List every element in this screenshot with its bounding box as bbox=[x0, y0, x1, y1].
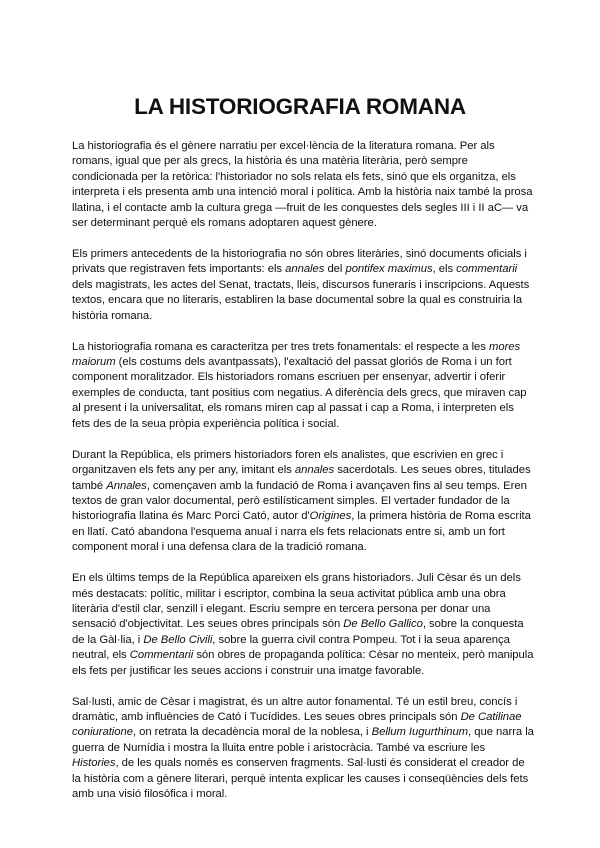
text-run: , la primera història de Roma escrita en llatí. Cató abandona l'esquema anual i narra els fets relacionats entre si, amb un fort component moral i una defensa clara de la tradició romana. bbox=[72, 510, 531, 554]
text-run: , on retrata la decadència moral de la noblesa, i bbox=[132, 726, 372, 739]
italic-term: commentarii bbox=[456, 263, 518, 276]
text-run: Durant la República, els primers historiadors foren els analistes, que escrivien en grec i organitzaven els fets any per any, imitant els bbox=[72, 448, 504, 477]
paragraph-2 bbox=[72, 247, 534, 324]
page-title: LA HISTORIOGRAFIA ROMANA bbox=[134, 94, 466, 119]
document-body bbox=[72, 139, 534, 818]
italic-term: pontifex maximus bbox=[345, 263, 433, 276]
text-run: (els costums dels avantpassats), l'exaltació del passat gloriós de Roma i un fort component moralitzador. Els historiadors romans escriuen per ensenyar, advertir i oferir exemples de conducta, tant positius com negatius. A diferència dels grecs, que miraven cap al present i la universalitat, els romans miren cap al passat i cap a Roma, i interpreten els fets des de la seua pròpia experiència política i social. bbox=[72, 356, 527, 430]
italic-term: Bellum Iugurthinum bbox=[371, 726, 469, 739]
italic-term: De Bello Civili bbox=[143, 633, 213, 646]
paragraph-3 bbox=[72, 340, 534, 432]
text-run: del bbox=[324, 263, 346, 276]
text-run: En els últims temps de la República apareixen els grans historiadors. Juli Cèsar és un dels més destacats: polític, militar i escriptor, combina la seua activitat pública amb una obra literària d'estil clar, senzill i elegant. Escriu sempre en tercera persona per donar una sensació d'objectivitat. Les seues obres principals són bbox=[72, 572, 521, 631]
italic-term: annales bbox=[285, 263, 325, 276]
italic-term: annales bbox=[294, 464, 335, 477]
text-run: La historiografia romana es caracteritza per tres trets fonamentals: el respecte a les bbox=[72, 340, 489, 353]
italic-term: Commentarii bbox=[129, 649, 194, 662]
text-run: són obres de propaganda política: Cèsar no menteix, però manipula els fets per justificar les seues accions i construir una imatge favorable. bbox=[72, 649, 534, 677]
italic-term: De Catilinae coniuratione bbox=[72, 710, 522, 739]
text-run: dels magistrats, les actes del Senat, tractats, lleis, discursos funeraris i inscripcions. Aquests textos, encara que no literaris, establiren la base documental sobre la qual es construiria la història romana. bbox=[72, 278, 530, 322]
text-run: , que narra la guerra de Numídia i mostra la lluita entre poble i aristocràcia. També va escriure les bbox=[72, 726, 534, 754]
italic-term: mores maiorum bbox=[72, 340, 521, 369]
paragraph-1 bbox=[72, 139, 534, 231]
text-run: Sal·lusti, amic de Cèsar i magistrat, és un altre autor fonamental. Té un estil breu, concís i dramàtic, amb influències de Cató i Tucídides. Les seues obres principals són bbox=[72, 695, 518, 723]
italic-term: Origines bbox=[309, 510, 352, 523]
paragraph-4 bbox=[72, 448, 534, 556]
text-run: Els primers antecedents de la historiografia no són obres literàries, sinó documents oficials i privats que registraven fets importants: els bbox=[72, 248, 527, 276]
paragraph-5 bbox=[72, 571, 534, 679]
italic-term: De Bello Gallico bbox=[343, 618, 423, 631]
text-run: , començaven amb la fundació de Roma i avançaven fins al seu temps. Eren textos de gran valor documental, però estilísticament simples. El vertader fundador de la historiografia llatina és Marc Porci Cató, autor d' bbox=[72, 479, 527, 523]
paragraph-6 bbox=[72, 695, 534, 803]
text-run: La historiografia és el gènere narratiu per excel·lència de la literatura romana. Per als romans, igual que per als grecs, la història és una matèria literària, però sempre condicionada per la retòrica: l'historiador no sols relata els fets, sinó que els organitza, els interpreta i els presenta amb una intenció moral i política. Amb la història naix també la prosa llatina, i el contacte amb la cultura grega —fruit de les conquestes dels segles III i II aC— va ser determinant perquè els romans adoptaren aquest gènere. bbox=[72, 140, 533, 230]
text-run: sacerdotals. Les seues obres, titulades també bbox=[72, 464, 531, 492]
italic-term: Histories bbox=[72, 757, 116, 770]
text-run: , sobre la guerra civil contra Pompeu. Tot i la seua aparença neutral, els bbox=[72, 633, 510, 662]
text-run: , els bbox=[432, 263, 457, 276]
text-run: , de les quals només es conserven fragments. Sal·lusti és considerat el creador de la història com a gènere literari, perquè intenta explicar les causes i conseqüències dels fets amb una visió filosòfica i moral. bbox=[72, 757, 529, 800]
text-run: , sobre la conquesta de la Gàl·lia, i bbox=[72, 618, 524, 646]
italic-term: Annales bbox=[106, 479, 147, 492]
